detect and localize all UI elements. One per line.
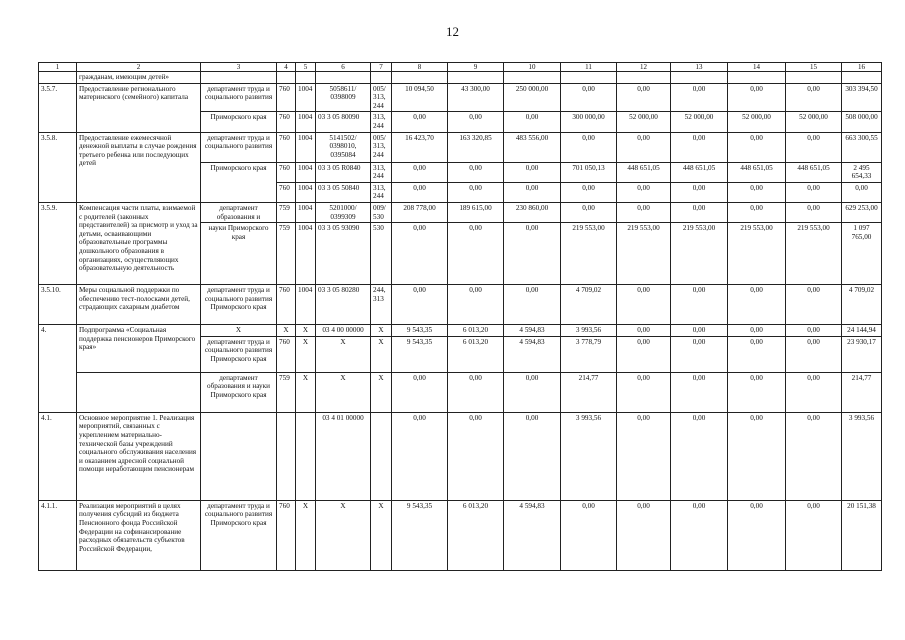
cell: 219 553,00	[617, 223, 671, 285]
measure-name: Предоставление ежемесячной денежной выплаты в случае рождения третьего ребенка или последующих детей	[77, 132, 201, 202]
measure-name: Основное мероприятие 1. Реализация мероприятий, связанных с укреплением материально-технической базы учреждений социального обслуживания населения и оказанием адресной социальной помощи неработающим пенсионерам	[77, 412, 201, 500]
cell: 663 300,55	[842, 132, 882, 162]
cell: 0,00	[392, 372, 448, 412]
cell: 0,00	[728, 325, 786, 337]
row-number: 3.5.10.	[39, 285, 77, 325]
cell: 219 553,00	[671, 223, 728, 285]
cell: 0,00	[504, 112, 561, 132]
cell: 1004	[296, 132, 316, 162]
cell: 0,00	[617, 325, 671, 337]
cell: 0,00	[617, 336, 671, 372]
cell: 313, 244	[371, 182, 392, 202]
cell: 52 000,00	[786, 112, 842, 132]
cell: 4 594,83	[504, 336, 561, 372]
cell: 0,00	[504, 162, 561, 182]
cell: 1004	[296, 202, 316, 222]
cell: 0,00	[786, 325, 842, 337]
cell: 03 3 05 80090	[316, 112, 371, 132]
header-cell: 10	[504, 63, 561, 72]
page-number: 12	[446, 24, 459, 39]
header-cell: 6	[316, 63, 371, 72]
measure-name: Предоставление регионального материнского (семейного) капитала	[77, 83, 201, 132]
cell: 0,00	[392, 182, 448, 202]
cell: 03 3 05 50840	[316, 182, 371, 202]
cell: 230 860,00	[504, 202, 561, 222]
executor: Приморского края	[201, 162, 277, 202]
cell: 760	[277, 132, 296, 162]
cell: 208 778,00	[392, 202, 448, 222]
table-row	[39, 372, 882, 412]
cell: 0,00	[728, 202, 786, 222]
cell: X	[277, 325, 296, 337]
cell: 313, 244	[371, 162, 392, 182]
cell: 760	[277, 112, 296, 132]
cell: 1004	[296, 223, 316, 285]
cell: 52 000,00	[617, 112, 671, 132]
cell: 5201000/ 0399309	[316, 202, 371, 222]
header-row	[39, 63, 882, 72]
cell: 0,00	[617, 83, 671, 112]
cell: 1004	[296, 182, 316, 202]
cell: 0,00	[728, 372, 786, 412]
cell: 0,00	[561, 83, 617, 112]
header-cell: 2	[77, 63, 201, 72]
cell: 0,00	[392, 412, 448, 500]
cell: 4 594,83	[504, 500, 561, 570]
cell: 0,00	[786, 336, 842, 372]
cell: 03 4 01 00000	[316, 412, 371, 500]
cell: 0,00	[504, 182, 561, 202]
cell: 448 651,05	[671, 162, 728, 182]
cell: 0,00	[617, 285, 671, 325]
cell: 448 651,05	[617, 162, 671, 182]
row-number: 4.	[39, 325, 77, 413]
header-cell: 16	[842, 63, 882, 72]
cell: 214,77	[842, 372, 882, 412]
table-row	[39, 285, 882, 325]
cell: X	[296, 372, 316, 412]
cell: 3 778,79	[561, 336, 617, 372]
cell: 0,00	[786, 412, 842, 500]
cell: 0,00	[728, 412, 786, 500]
cell: 3 993,56	[842, 412, 882, 500]
header-cell: 7	[371, 63, 392, 72]
cell: 009/ 530	[371, 202, 392, 222]
cell: 0,00	[448, 223, 504, 285]
cell: 0,00	[561, 202, 617, 222]
cell: 189 615,00	[448, 202, 504, 222]
cell: 6 013,20	[448, 336, 504, 372]
cell: 03 3 05 R0840	[316, 162, 371, 182]
cell: 0,00	[448, 162, 504, 182]
cell: X	[296, 325, 316, 337]
cell: 20 151,38	[842, 500, 882, 570]
cell: X	[316, 372, 371, 412]
header-cell: 3	[201, 63, 277, 72]
cell: X	[296, 500, 316, 570]
cell: 483 556,00	[504, 132, 561, 162]
cell: 43 300,00	[448, 83, 504, 112]
cell: X	[371, 500, 392, 570]
cell: 0,00	[671, 202, 728, 222]
measure-name: Подпрограмма «Социальная поддержка пенсионеров Приморского края»	[77, 325, 201, 373]
cell: 16 423,70	[392, 132, 448, 162]
cell: 313, 244	[371, 112, 392, 132]
cell: 760	[277, 83, 296, 112]
table-row	[39, 412, 882, 500]
cell: 03 4 00 00000	[316, 325, 371, 337]
cell: 0,00	[617, 412, 671, 500]
table-row	[39, 83, 882, 112]
cell: 0,00	[448, 412, 504, 500]
table-row	[39, 325, 882, 337]
executor: науки Приморского края	[201, 223, 277, 285]
cell: 4 594,83	[504, 325, 561, 337]
cell: 0,00	[671, 182, 728, 202]
budget-table	[38, 62, 882, 571]
executor: департамент труда и социального развития Приморского края	[201, 285, 277, 325]
cell: 0,00	[617, 202, 671, 222]
cell: X	[371, 336, 392, 372]
row-number: 4.1.	[39, 412, 77, 500]
cell: 760	[277, 336, 296, 372]
executor: Приморского края	[201, 112, 277, 132]
cell: 24 144,94	[842, 325, 882, 337]
cell: 03 3 05 93090	[316, 223, 371, 285]
header-cell: 9	[448, 63, 504, 72]
cell: 250 000,00	[504, 83, 561, 112]
cell: 760	[277, 162, 296, 182]
cell: 0,00	[561, 500, 617, 570]
header-cell: 1	[39, 63, 77, 72]
cell: 3 993,56	[561, 325, 617, 337]
cell: 52 000,00	[671, 112, 728, 132]
cell: 9 543,35	[392, 500, 448, 570]
cell: 03 3 05 80280	[316, 285, 371, 325]
cell: 4 709,02	[842, 285, 882, 325]
cell: 6 013,20	[448, 500, 504, 570]
executor: департамент образования и науки Приморского края	[201, 372, 277, 412]
cell: 214,77	[561, 372, 617, 412]
cell: 0,00	[671, 325, 728, 337]
cell: 9 543,35	[392, 325, 448, 337]
header-cell: 13	[671, 63, 728, 72]
header-cell: 8	[392, 63, 448, 72]
header-cell: 15	[786, 63, 842, 72]
cell: 300 000,00	[561, 112, 617, 132]
cell: 760	[277, 500, 296, 570]
cell: 448 651,05	[728, 162, 786, 182]
cell: 1004	[296, 285, 316, 325]
cell: 0,00	[728, 132, 786, 162]
cell: 0,00	[728, 336, 786, 372]
cell: 0,00	[617, 372, 671, 412]
header-cell: 4	[277, 63, 296, 72]
cell: 448 651,05	[786, 162, 842, 182]
cell: 0,00	[617, 500, 671, 570]
cell: 0,00	[671, 412, 728, 500]
cell: 0,00	[786, 83, 842, 112]
header-cell: 12	[617, 63, 671, 72]
table-row	[39, 72, 882, 84]
cell: 0,00	[448, 372, 504, 412]
cell: 0,00	[448, 182, 504, 202]
cell: 0,00	[504, 412, 561, 500]
cell: 0,00	[448, 112, 504, 132]
cell: 759	[277, 223, 296, 285]
cell: 1 097 765,00	[842, 223, 882, 285]
cell: 5141502/ 0398010, 0395084	[316, 132, 371, 162]
cell: 219 553,00	[786, 223, 842, 285]
executor: департамент труда и социального развития	[201, 132, 277, 162]
cell: 219 553,00	[561, 223, 617, 285]
cell: 1004	[296, 112, 316, 132]
cell: 0,00	[504, 285, 561, 325]
header-cell: 14	[728, 63, 786, 72]
cell: 760	[277, 285, 296, 325]
cell: 219 553,00	[728, 223, 786, 285]
cell: X	[201, 325, 277, 337]
cell: 0,00	[786, 372, 842, 412]
executor: департамент образования и	[201, 202, 277, 222]
cell: 0,00	[671, 500, 728, 570]
table-row	[39, 132, 882, 162]
cell: 52 000,00	[728, 112, 786, 132]
cell: 0,00	[786, 500, 842, 570]
cell: 508 000,00	[842, 112, 882, 132]
continuation-text: гражданам, имеющим детей»	[77, 72, 201, 84]
table-row	[39, 202, 882, 222]
cell: 244, 313	[371, 285, 392, 325]
header-cell: 5	[296, 63, 316, 72]
cell: 0,00	[617, 132, 671, 162]
cell: 1004	[296, 162, 316, 182]
cell: 0,00	[728, 500, 786, 570]
cell: 0,00	[671, 285, 728, 325]
cell: X	[316, 500, 371, 570]
cell: X	[371, 325, 392, 337]
cell: 0,00	[392, 112, 448, 132]
cell: 0,00	[448, 285, 504, 325]
cell: 0,00	[561, 182, 617, 202]
cell: 0,00	[671, 132, 728, 162]
cell: 530	[371, 223, 392, 285]
cell: X	[296, 336, 316, 372]
cell: 10 094,50	[392, 83, 448, 112]
cell: 0,00	[728, 285, 786, 325]
cell: 0,00	[786, 182, 842, 202]
cell: 5058611/ 0398009	[316, 83, 371, 112]
measure-name: Компенсация части платы, взимаемой с родителей (законных представителей) за присмотр и уход за детьми, осваивающими образовательные программы дошкольного образования в организациях, осуществляющих образовательную деятельность	[77, 202, 201, 284]
cell: 2 495 654,33	[842, 162, 882, 182]
header-cell: 11	[561, 63, 617, 72]
cell: 759	[277, 202, 296, 222]
cell: 163 320,85	[448, 132, 504, 162]
row-number: 4.1.1.	[39, 500, 77, 570]
cell: 0,00	[786, 285, 842, 325]
cell: 629 253,00	[842, 202, 882, 222]
cell: 0,00	[392, 162, 448, 182]
cell: 0,00	[617, 182, 671, 202]
row-number: 3.5.9.	[39, 202, 77, 284]
cell: 0,00	[842, 182, 882, 202]
cell: 4 709,02	[561, 285, 617, 325]
cell: 0,00	[671, 372, 728, 412]
cell: 0,00	[671, 83, 728, 112]
executor: департамент труда и социального развития Приморского края	[201, 336, 277, 372]
cell: 9 543,35	[392, 336, 448, 372]
table-row	[39, 500, 882, 570]
measure-name: Меры социальной поддержки по обеспечению тест-полосками детей, страдающих сахарным диабетом	[77, 285, 201, 325]
cell: 0,00	[786, 132, 842, 162]
cell: 303 394,50	[842, 83, 882, 112]
cell: 0,00	[504, 372, 561, 412]
cell: 005/ 313, 244	[371, 132, 392, 162]
cell: 23 930,17	[842, 336, 882, 372]
cell: 1004	[296, 83, 316, 112]
cell: 0,00	[392, 223, 448, 285]
executor: департамент труда и социального развития	[201, 83, 277, 112]
cell: 759	[277, 372, 296, 412]
row-number: 3.5.7.	[39, 83, 77, 132]
cell: 0,00	[671, 336, 728, 372]
cell: 6 013,20	[448, 325, 504, 337]
executor: департамент труда и социального развития Приморского края	[201, 500, 277, 570]
cell: 760	[277, 182, 296, 202]
cell: 0,00	[392, 285, 448, 325]
cell: X	[316, 336, 371, 372]
measure-name: Реализация мероприятий в целях получения субсидий из бюджета Пенсионного фонда Российской Федерации на софинансирование расходных обязательств субъектов Российской Федерации,	[77, 500, 201, 570]
row-number: 3.5.8.	[39, 132, 77, 202]
cell: X	[371, 372, 392, 412]
cell: 0,00	[728, 182, 786, 202]
cell: 3 993,56	[561, 412, 617, 500]
cell: 0,00	[504, 223, 561, 285]
cell: 0,00	[561, 132, 617, 162]
cell: 0,00	[786, 202, 842, 222]
cell: 0,00	[728, 83, 786, 112]
cell: 701 050,13	[561, 162, 617, 182]
cell: 005/ 313, 244	[371, 83, 392, 112]
